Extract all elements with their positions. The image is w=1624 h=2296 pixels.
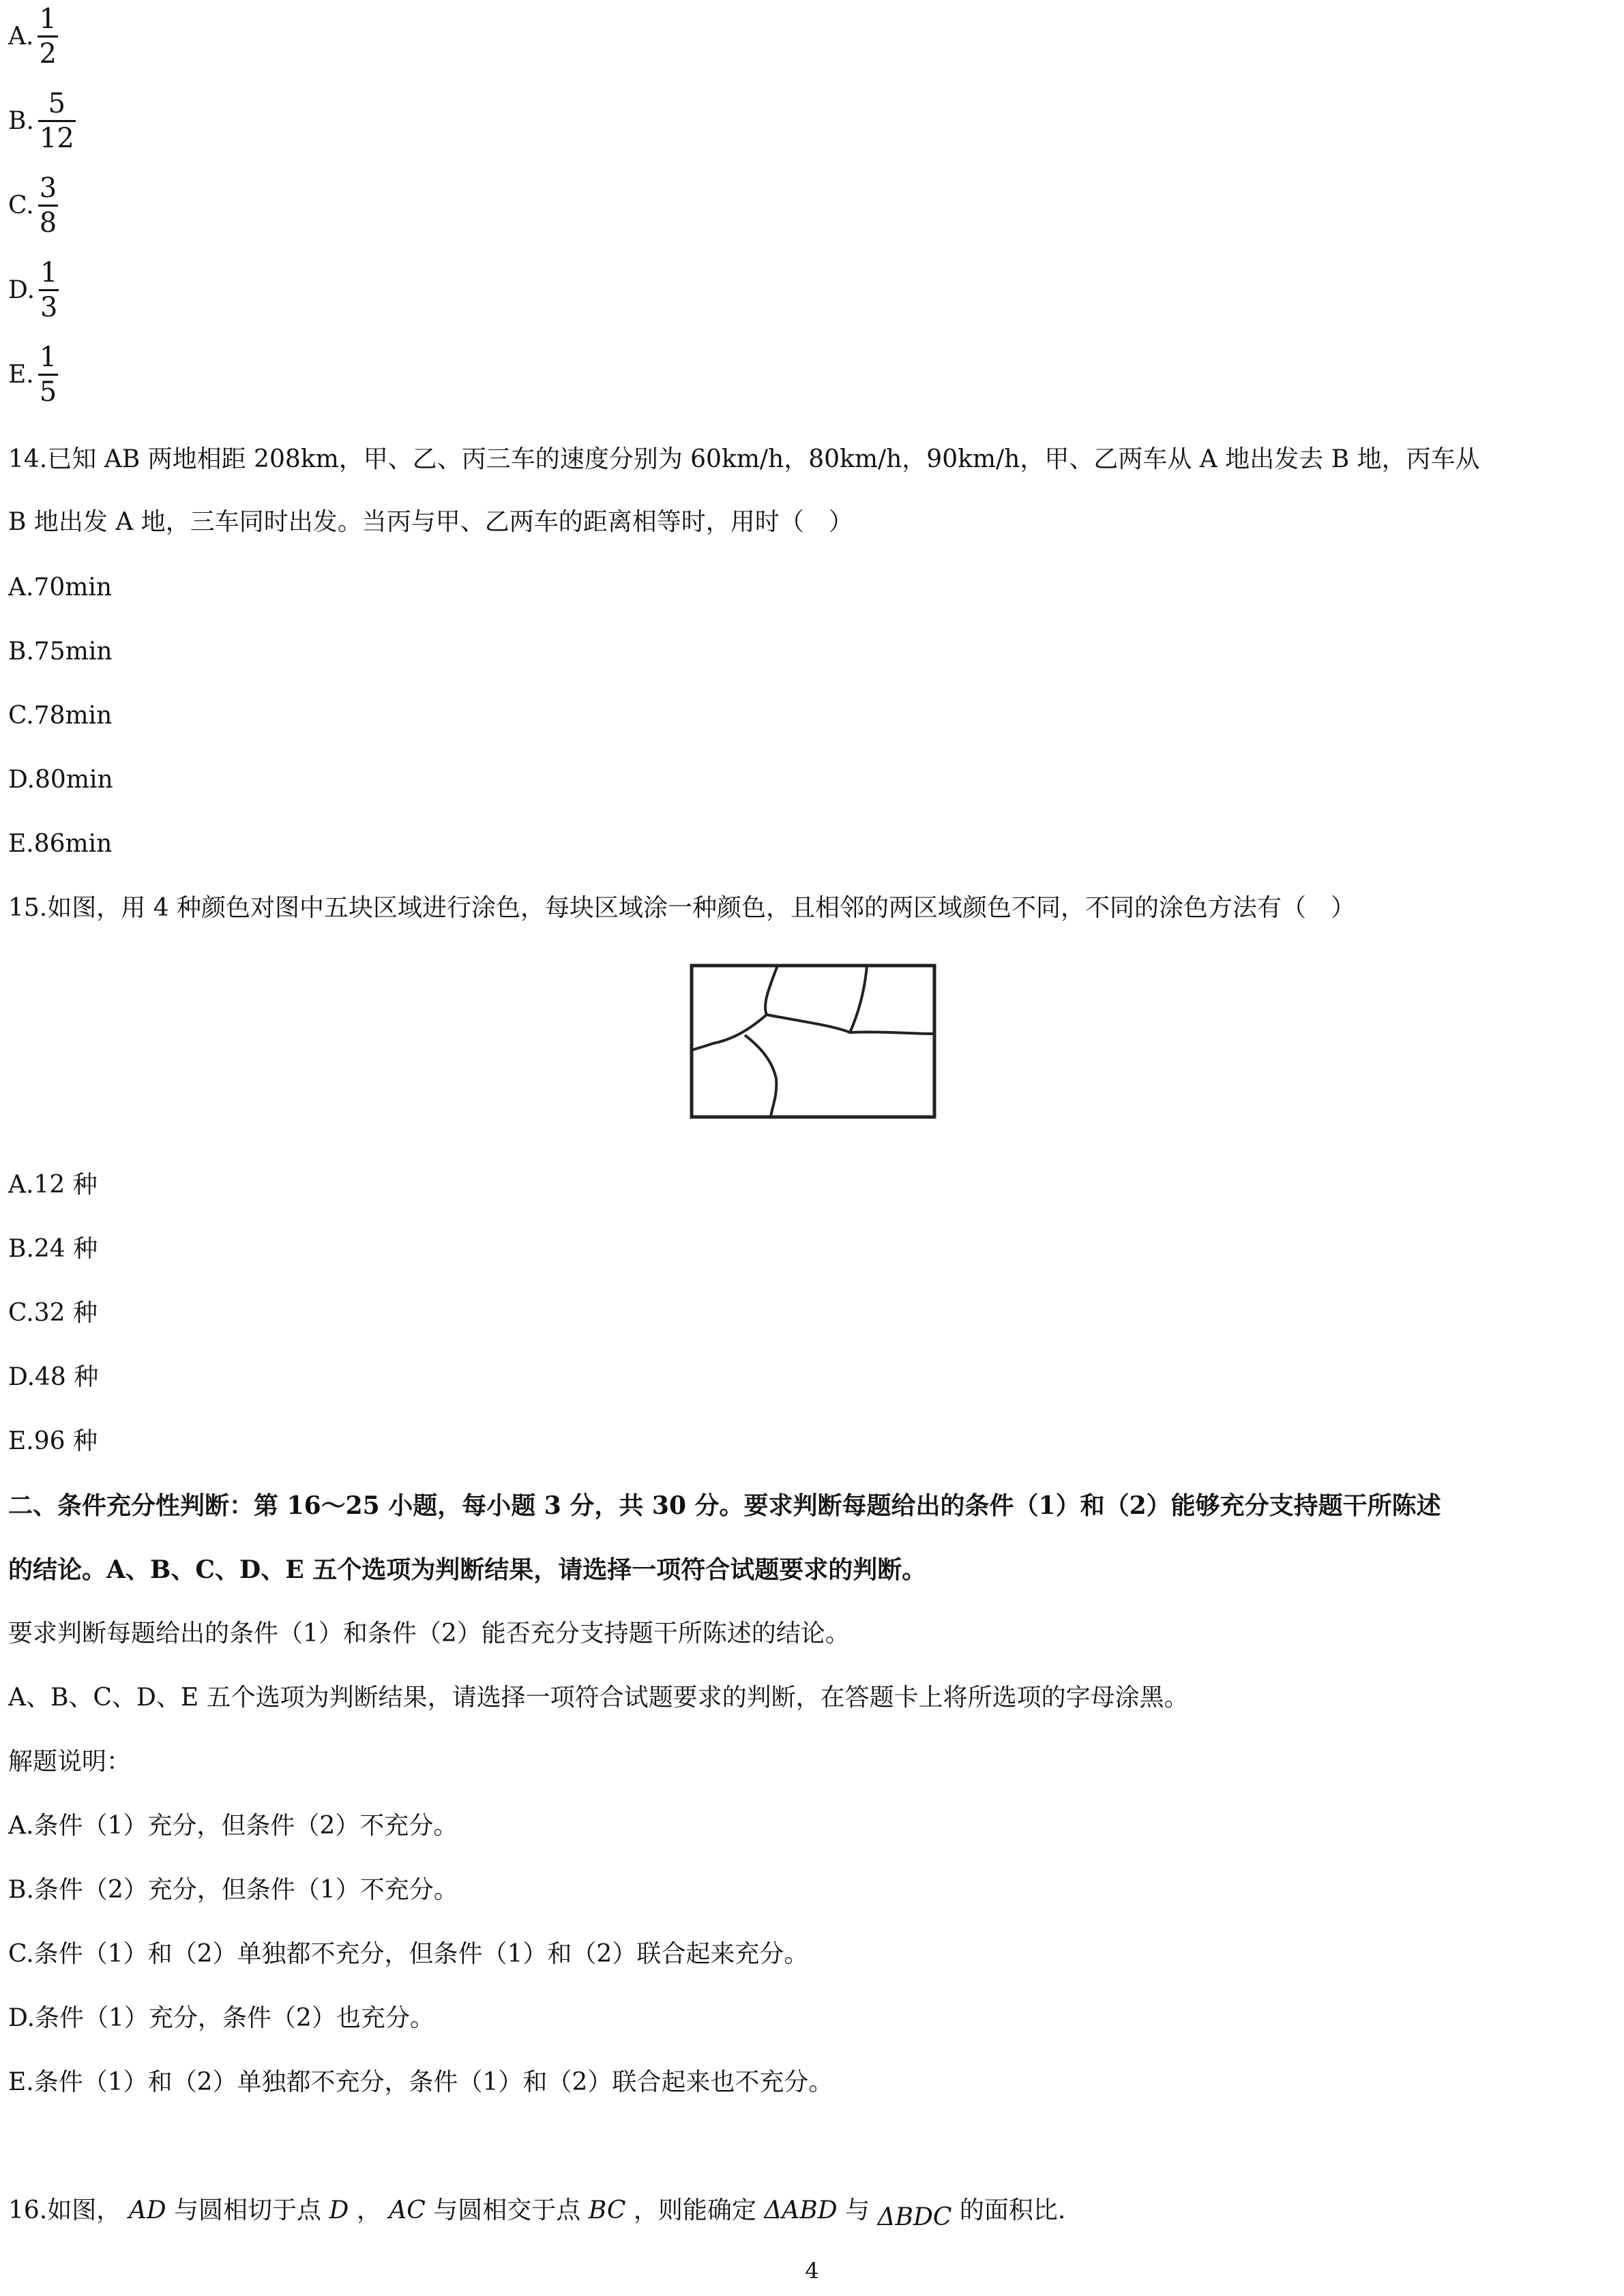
q14-stem-line-2: B 地出发 A 地，三车同时出发。当丙与甲、乙两车的距离相等时，用时（ ） bbox=[8, 508, 853, 536]
option-letter: C. bbox=[8, 191, 34, 220]
q15-option-c: C.32 种 bbox=[8, 1299, 98, 1327]
section2-heading-line-1: 二、条件充分性判断：第 16～25 小题，每小题 3 分，共 30 分。要求判断每题给出的条件（1）和（2）能够充分支持题干所陈述 bbox=[8, 1491, 1441, 1520]
fraction bbox=[38, 172, 58, 239]
fraction-option-a bbox=[8, 3, 58, 70]
q16-stem bbox=[8, 2196, 1066, 2231]
numerator: 1 bbox=[39, 3, 57, 35]
explanation-title: 解题说明： bbox=[8, 1748, 132, 1776]
q14-stem-line-1: 14.已知 AB 两地相距 208km，甲、乙、丙三车的速度分别为 60km/h，80km/h，90km/h，甲、乙两车从 A 地出发去 B 地，丙车从 bbox=[8, 445, 1480, 473]
q16-text-3: 与圆相交于点 bbox=[433, 2196, 589, 2224]
region-map-drawing bbox=[686, 963, 943, 1124]
five-region-figure bbox=[686, 963, 943, 1127]
q16-text-4: ，则能确定 bbox=[633, 2196, 765, 2224]
denominator: 5 bbox=[39, 376, 57, 408]
q16-text-2: ， bbox=[356, 2196, 389, 2224]
page-number: 4 bbox=[805, 2258, 819, 2284]
q16-text-1: 与圆相切于点 bbox=[174, 2196, 329, 2224]
q15-option-d: D.48 种 bbox=[8, 1363, 99, 1391]
q14-option-e: E.86min bbox=[8, 830, 113, 858]
triangle-bdc: ΔBDC bbox=[877, 2203, 952, 2231]
explanation-b: B.条件（2）充分，但条件（1）不充分。 bbox=[8, 1876, 458, 1904]
explanation-a: A.条件（1）充分，但条件（2）不充分。 bbox=[8, 1812, 458, 1840]
option-letter: B. bbox=[8, 106, 34, 135]
explanation-e: E.条件（1）和（2）单独都不充分，条件（1）和（2）联合起来也不充分。 bbox=[8, 2068, 833, 2096]
segment-ac: AC bbox=[389, 2196, 426, 2224]
q16-prefix: 16.如图， bbox=[8, 2196, 121, 2224]
numerator: 5 bbox=[48, 88, 66, 119]
fraction bbox=[38, 341, 58, 408]
fraction bbox=[38, 87, 76, 155]
explanation-c: C.条件（1）和（2）单独都不充分，但条件（1）和（2）联合起来充分。 bbox=[8, 1940, 809, 1968]
fraction-option-c bbox=[8, 172, 58, 239]
fraction bbox=[39, 256, 59, 324]
q16-text-5: 与 bbox=[845, 2196, 878, 2224]
q15-stem: 15.如图，用 4 种颜色对图中五块区域进行涂色，每块区域涂一种颜色，且相邻的两区域颜色不同，不同的涂色方法有（ ） bbox=[8, 894, 1356, 922]
fraction bbox=[38, 3, 57, 70]
q14-option-d: D.80min bbox=[8, 766, 113, 794]
explanation-d: D.条件（1）充分，条件（2）也充分。 bbox=[8, 2004, 434, 2032]
q14-option-c: C.78min bbox=[8, 702, 113, 730]
fraction-option-d bbox=[8, 256, 59, 324]
numerator: 3 bbox=[39, 173, 57, 204]
triangle-abd: ΔABD bbox=[764, 2196, 838, 2224]
section2-requirement-1: 要求判断每题给出的条件（1）和条件（2）能否充分支持题干所陈述的结论。 bbox=[8, 1620, 850, 1648]
option-letter: A. bbox=[8, 22, 34, 50]
denominator: 8 bbox=[39, 207, 57, 239]
q15-option-e: E.96 种 bbox=[8, 1427, 98, 1455]
q15-option-b: B.24 种 bbox=[8, 1235, 98, 1263]
q14-option-a: A.70min bbox=[8, 573, 113, 601]
denominator: 12 bbox=[39, 123, 74, 154]
numerator: 1 bbox=[40, 257, 58, 288]
q16-text-6: 的面积比. bbox=[959, 2196, 1066, 2224]
option-letter: D. bbox=[8, 275, 35, 304]
numerator: 1 bbox=[39, 342, 57, 373]
option-letter: E. bbox=[8, 360, 34, 389]
segment-ad: AD bbox=[128, 2196, 166, 2224]
section2-heading-line-2: 的结论。A、B、C、D、E 五个选项为判断结果，请选择一项符合试题要求的判断。 bbox=[8, 1555, 927, 1584]
fraction-option-e bbox=[8, 341, 58, 408]
denominator: 2 bbox=[39, 38, 57, 70]
points-bc: BC bbox=[588, 2196, 626, 2224]
fraction-option-b bbox=[8, 87, 76, 155]
section2-requirement-2: A、B、C、D、E 五个选项为判断结果，请选择一项符合试题要求的判断，在答题卡上将所选项的字母涂黑。 bbox=[8, 1684, 1189, 1712]
q15-option-a: A.12 种 bbox=[8, 1171, 98, 1199]
q14-option-b: B.75min bbox=[8, 638, 113, 666]
point-d: D bbox=[329, 2196, 349, 2224]
denominator: 3 bbox=[40, 292, 58, 323]
